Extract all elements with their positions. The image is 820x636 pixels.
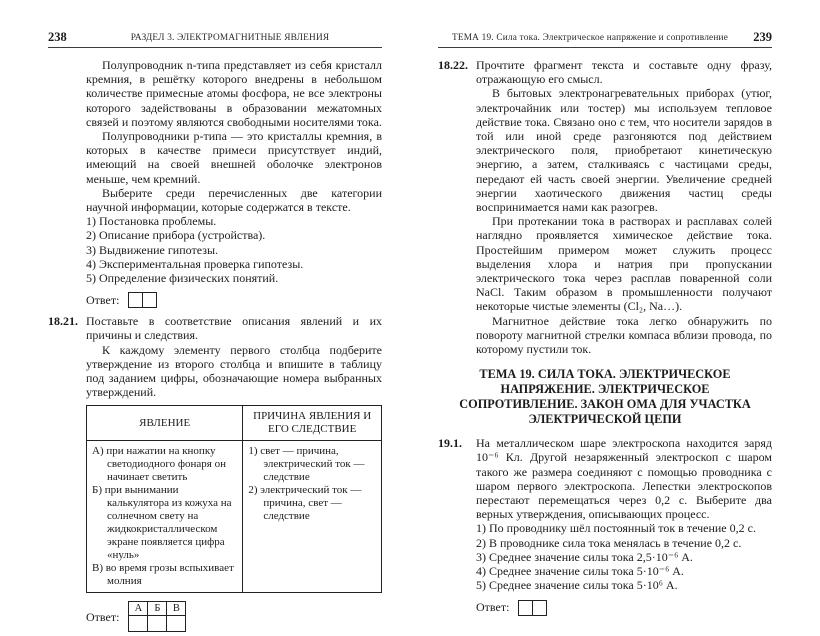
matching-table bbox=[86, 405, 382, 593]
page-239-content bbox=[438, 58, 772, 622]
paragraph: Выберите среди перечисленных две категории научной информации, которые содержатся в тексте. bbox=[86, 185, 382, 215]
answer-cell bbox=[128, 292, 143, 308]
running-title-right: ТЕМА 19. Сила тока. Электрическое напряжение и сопротивление bbox=[451, 33, 729, 43]
answer-grid bbox=[128, 601, 186, 632]
answer-cell bbox=[167, 616, 186, 632]
task-statement: Прочтите фрагмент текста и составьте одну фразу, отражающую его смысл. bbox=[476, 58, 772, 87]
paragraph: В бытовых электронагревательных приборах (утюг, электрочайник или тостер) мы используем тепловое действие тока. Связано оно с тем, что носители зарядов в той или иной среде разгоняются под действием электрического поля, приобретают кинетическую энергию, а затем, сталкиваясь с частицами среды, передают ей часть своей энергии. Увеличение средней энергии хаотического движения частиц среды воспринимается нами как разогрев. bbox=[476, 86, 772, 215]
task-body bbox=[476, 436, 772, 621]
running-head-left bbox=[48, 30, 382, 48]
option-2: 2) В проводнике сила тока менялась в течение 0,2 с. bbox=[476, 535, 742, 550]
cause-2: 2) электрический ток — причина, свет — следствие bbox=[248, 484, 362, 523]
task-instruction: К каждому элементу первого столбца подберите утверждение из второго столбца и впишите в таблицу под заданием цифры, обозначающие номера выбранных утверждений. bbox=[86, 342, 382, 400]
option-1: 1) Постановка проблемы. bbox=[86, 214, 217, 229]
task-18-20-continuation bbox=[86, 58, 382, 308]
page-238-content bbox=[48, 58, 382, 632]
paragraph: Полупроводник n-типа представляет из себя кристалл кремния, в решётку которого внедрены в небольшом количестве примесные атомы фосфора, не все электроны которого задействованы в образовании межатомных связей и поэтому являются свободными носителями тока. bbox=[86, 58, 382, 129]
cause-1: 1) свет — причина, электрический ток — следствие bbox=[248, 445, 365, 484]
answer-label: Ответ: bbox=[86, 609, 120, 624]
options-list bbox=[86, 214, 382, 285]
phenomenon-b: Б) при вынимании калькулятора из кожуха на солнечном свету на жидкокристаллическом экране появляется цифра «нуль» bbox=[92, 484, 232, 562]
option-5: 5) Среднее значение силы тока 5·10⁶ А. bbox=[476, 578, 678, 593]
page-number-left: 238 bbox=[48, 30, 67, 44]
paragraph: При протекании тока в растворах и расплавах солей наглядно проявляется химическое действие тока. Простейшим примером может служить процесс выделения хлора и натрия при пропускании электрического тока через расплав поваренной соли NaCl. Таким образом в промышленности получают некоторые чистые элементы (Cl₂, Na…). bbox=[476, 214, 772, 314]
page-number-right: 239 bbox=[753, 30, 772, 44]
answer-cell bbox=[532, 600, 547, 616]
answer-col-v: В bbox=[167, 602, 186, 616]
task-number: 18.21. bbox=[48, 314, 78, 329]
option-1: 1) По проводнику шёл постоянный ток в течение 0,2 с. bbox=[476, 521, 756, 536]
phenomenon-a: А) при нажатии на кнопку светодиодного фонаря он начинает светить bbox=[92, 445, 226, 484]
task-number: 18.22. bbox=[438, 58, 468, 72]
column-header-phenomenon: ЯВЛЕНИЕ bbox=[87, 406, 243, 441]
answer-col-a: А bbox=[129, 602, 148, 616]
option-2: 2) Описание прибора (устройства). bbox=[86, 228, 266, 243]
phenomena-cell bbox=[87, 441, 243, 593]
answer-row bbox=[86, 292, 382, 308]
answer-col-b: Б bbox=[148, 602, 167, 616]
answer-cell bbox=[129, 616, 148, 632]
phenomenon-v: В) во время грозы вспыхивает молния bbox=[92, 562, 234, 588]
answer-row bbox=[476, 600, 772, 616]
answer-boxes bbox=[128, 292, 157, 308]
table-header-row bbox=[87, 406, 382, 441]
answer-label: Ответ: bbox=[476, 600, 510, 615]
option-3: 3) Выдвижение гипотезы. bbox=[86, 242, 219, 257]
page-239 bbox=[410, 0, 820, 636]
paragraph: Магнитное действие тока легко обнаружить по повороту магнитной стрелки компаса вблизи провода, по которому пустили ток. bbox=[476, 313, 772, 357]
option-4: 4) Среднее значение силы тока 5·10⁻⁶ А. bbox=[476, 564, 684, 579]
task-statement: На металлическом шаре электроскопа находится заряд 10⁻⁶ Кл. Другой незаряженный электроскоп с шаром такого же размера соединяют с помощью проводника с шаром первого электроскопа. Лепестки электроскопов перестают перемещаться через 0,2 с. Выберите два верных утверждения, описывающих процесс. bbox=[476, 436, 772, 522]
answer-row bbox=[86, 601, 382, 632]
option-5: 5) Определение физических понятий. bbox=[86, 271, 279, 286]
task-statement: Поставьте в соответствие описания явлений и их причины и следствия. bbox=[86, 314, 382, 343]
answer-grid-header bbox=[129, 602, 186, 616]
running-head-right bbox=[438, 30, 772, 48]
running-title-left: РАЗДЕЛ 3. ЭЛЕКТРОМАГНИТНЫЕ ЯВЛЕНИЯ bbox=[130, 33, 330, 43]
paragraph: Полупроводники p-типа — это кристаллы кремния, в которых в качестве примеси присутствует индий, имеющий на своей внешней оболочке электронов меньше, чем кремний. bbox=[86, 129, 382, 186]
answer-grid-cells bbox=[129, 616, 186, 632]
task-body bbox=[86, 314, 382, 632]
task-18-22 bbox=[438, 58, 772, 356]
task-18-21 bbox=[48, 314, 382, 632]
column-header-cause: ПРИЧИНА ЯВЛЕНИЯ И ЕГО СЛЕДСТВИЕ bbox=[243, 406, 382, 441]
option-3: 3) Среднее значение силы тока 2,5·10⁻⁶ А. bbox=[476, 549, 693, 564]
answer-boxes bbox=[518, 600, 547, 616]
answer-cell bbox=[148, 616, 167, 632]
answer-cell bbox=[142, 292, 157, 308]
task-body bbox=[476, 58, 772, 356]
answer-cell bbox=[518, 600, 533, 616]
task-number: 19.1. bbox=[438, 436, 462, 451]
section-heading: ТЕМА 19. СИЛА ТОКА. ЭЛЕКТРИЧЕСКОЕ НАПРЯЖЕНИЕ. ЭЛЕКТРИЧЕСКОЕ СОПРОТИВЛЕНИЕ. ЗАКОН ОМА ДЛЯ УЧАСТКА ЭЛЕКТРИЧЕСКОЙ ЦЕПИ bbox=[459, 367, 751, 427]
causes-cell bbox=[243, 441, 382, 593]
answer-label: Ответ: bbox=[86, 293, 120, 308]
task-19-1 bbox=[438, 436, 772, 621]
table-body-row bbox=[87, 441, 382, 593]
option-4: 4) Экспериментальная проверка гипотезы. bbox=[86, 256, 304, 271]
options-list bbox=[476, 521, 772, 592]
